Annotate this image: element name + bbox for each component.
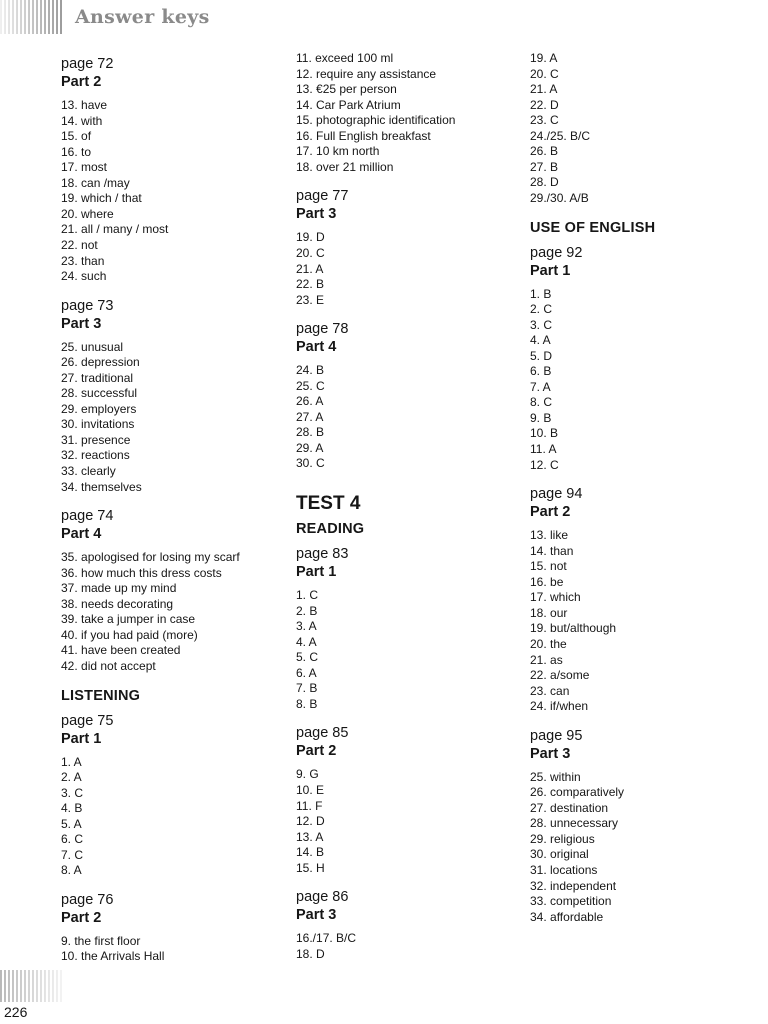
answer-item: 17. most: [61, 160, 108, 175]
answer-item: 18. over 21 million: [296, 159, 394, 174]
answer-item: 9. the first floor: [61, 933, 141, 948]
answer-item: 19. D: [296, 230, 325, 245]
page-number: 226: [4, 1004, 28, 1020]
answer-item: 22. B: [296, 277, 325, 292]
part-heading: Part 2: [61, 909, 102, 926]
answer-item: 1. C: [296, 588, 319, 602]
answer-item: 25. within: [530, 769, 581, 784]
answer-item: 18. D: [296, 946, 325, 961]
answer-item: 32. independent: [530, 878, 617, 893]
page-reference: page 83: [296, 546, 349, 562]
answer-item: 34. affordable: [530, 909, 604, 924]
answer-item: 4. A: [296, 634, 317, 649]
answer-item: 19. A: [530, 51, 558, 65]
answer-item: 36. how much this dress costs: [61, 565, 222, 580]
answer-item: 3. C: [61, 785, 84, 800]
test-heading: TEST 4: [296, 493, 361, 514]
answer-item: 32. reactions: [61, 448, 130, 463]
answer-item: 15. of: [61, 129, 92, 144]
answer-item: 23. can: [530, 683, 570, 698]
answer-item: 11. A: [530, 442, 557, 456]
answer-item: 38. needs decorating: [61, 596, 174, 611]
answer-item: 21. all / many / most: [61, 222, 169, 237]
answer-item: 5. A: [61, 816, 82, 831]
answer-item: 30. C: [296, 456, 325, 471]
answer-item: 22. a/some: [530, 668, 590, 683]
part-heading: Part 1: [296, 564, 337, 580]
answer-item: 13. like: [530, 528, 569, 543]
answer-item: 37. made up my mind: [61, 581, 177, 596]
answer-item: 18. can /may: [61, 175, 130, 190]
answer-item: 26. depression: [61, 355, 140, 370]
answer-item: 29. religious: [530, 831, 595, 846]
answer-item: 28. unnecessary: [530, 816, 619, 831]
answer-item: 31. locations: [530, 863, 598, 877]
answer-item: 22. D: [530, 97, 559, 112]
answer-item: 4. A: [530, 333, 551, 348]
page-reference: page 74: [61, 508, 114, 525]
part-heading: Part 2: [296, 743, 337, 760]
part-heading: Part 2: [61, 74, 102, 90]
answer-item: 28. B: [296, 425, 325, 440]
part-heading: Part 3: [296, 206, 337, 223]
answer-item: 27. traditional: [61, 370, 134, 385]
part-heading: Part 4: [61, 526, 102, 543]
answer-item: 5. D: [530, 348, 553, 363]
page-reference: page 94: [530, 486, 583, 503]
answer-item: 17. 10 km north: [296, 144, 380, 159]
answer-item: 11. exceed 100 ml: [296, 51, 394, 65]
answer-item: 14. than: [530, 543, 574, 558]
page-reference: page 77: [296, 188, 349, 205]
answer-item: 26. comparatively: [530, 785, 625, 800]
page-reference: page 73: [61, 297, 114, 314]
part-heading: Part 1: [61, 730, 102, 747]
answer-item: 6. B: [530, 364, 552, 379]
answer-item: 24. B: [296, 363, 325, 378]
answer-item: 8. B: [296, 696, 318, 711]
answer-item: 24. such: [61, 269, 107, 284]
answer-item: 3. A: [296, 619, 317, 634]
answer-item: 6. A: [296, 665, 317, 680]
answer-item: 17. which: [530, 590, 581, 605]
answer-item: 34. themselves: [61, 479, 142, 494]
answer-item: 19. but/although: [530, 621, 617, 636]
answer-item: 4. B: [61, 801, 83, 816]
answer-item: 16. Full English breakfast: [296, 128, 431, 143]
part-heading: Part 3: [61, 315, 102, 332]
answer-item: 23. than: [61, 253, 105, 268]
answer-item: 27. B: [530, 159, 559, 174]
answer-item: 40. if you had paid (more): [61, 627, 198, 642]
part-heading: Part 1: [530, 262, 571, 279]
answer-item: 3. C: [530, 317, 553, 332]
page-reference: page 95: [530, 727, 583, 744]
answer-item: 14. B: [296, 845, 325, 860]
page-reference: page 86: [296, 889, 349, 906]
answer-item: 12. require any assistance: [296, 66, 437, 81]
page-reference: page 85: [296, 725, 349, 742]
answer-item: 10. the Arrivals Hall: [61, 949, 165, 964]
answer-item: 35. apologised for losing my scarf: [61, 550, 240, 565]
answer-item: 12. D: [296, 814, 325, 829]
answer-item: 15. photographic identification: [296, 113, 456, 128]
answer-item: 27. destination: [530, 800, 609, 815]
part-heading: Part 4: [296, 339, 337, 356]
answer-item: 21. A: [296, 261, 324, 276]
page-reference: page 75: [61, 712, 114, 729]
answer-item: 29./30. A/B: [530, 190, 589, 205]
page-reference: page 72: [61, 56, 114, 72]
answer-item: 20. C: [530, 66, 559, 81]
page-reference: page 76: [61, 891, 114, 908]
answer-item: 11. F: [296, 798, 323, 813]
answer-item: 9. G: [296, 767, 319, 782]
answer-item: 6. C: [61, 832, 84, 847]
answer-item: 1. A: [61, 754, 82, 769]
footer-stripe-decoration: [0, 970, 64, 1002]
answer-item: 29. A: [296, 440, 324, 455]
page-reference: page 78: [296, 321, 349, 338]
answer-item: 25. unusual: [61, 339, 124, 354]
answer-item: 26. B: [530, 144, 559, 159]
answer-item: 12. C: [530, 457, 559, 472]
answer-item: 23. E: [296, 292, 325, 307]
answer-item: 30. original: [530, 847, 589, 862]
answer-item: 13. €25 per person: [296, 82, 397, 97]
answer-item: 7. A: [530, 379, 551, 394]
answer-item: 9. B: [530, 410, 552, 425]
answer-item: 16. be: [530, 574, 564, 589]
answer-item: 2. B: [296, 603, 318, 618]
part-heading: Part 2: [530, 504, 571, 521]
answer-item: 30. invitations: [61, 417, 135, 432]
answer-item: 29. employers: [61, 401, 137, 416]
answer-item: 16. to: [61, 144, 92, 159]
answer-item: 33. competition: [530, 894, 612, 909]
answer-item: 14. Car Park Atrium: [296, 97, 401, 112]
answer-item: 2. C: [530, 302, 553, 317]
section-heading: LISTENING: [61, 687, 141, 704]
answer-item: 16./17. B/C: [296, 931, 357, 946]
answer-item: 15. H: [296, 860, 325, 875]
answer-item: 20. the: [530, 636, 567, 651]
answer-item: 22. not: [61, 237, 98, 252]
answer-item: 7. C: [61, 847, 84, 862]
page-reference: page 92: [530, 244, 583, 261]
answer-item: 21. A: [530, 82, 558, 97]
answer-item: 10. B: [530, 426, 559, 441]
answer-item: 10. E: [296, 782, 325, 797]
answer-item: 1. B: [530, 286, 552, 301]
answer-item: 42. did not accept: [61, 658, 156, 673]
answer-item: 27. A: [296, 409, 324, 424]
answer-item: 24. if/when: [530, 699, 589, 714]
answer-item: 2. A: [61, 770, 82, 785]
section-heading: USE OF ENGLISH: [530, 219, 656, 236]
answer-item: 33. clearly: [61, 464, 116, 478]
answer-item: 21. as: [530, 652, 563, 667]
page-header: [0, 0, 300, 34]
answer-item: 15. not: [530, 559, 567, 574]
answer-item: 13. A: [296, 829, 324, 844]
answer-item: 13. have: [61, 98, 108, 112]
answer-item: 28. D: [530, 175, 559, 190]
answer-item: 20. where: [61, 206, 114, 221]
answer-item: 24./25. B/C: [530, 128, 591, 143]
answer-item: 25. C: [296, 378, 325, 393]
answer-item: 8. A: [61, 863, 82, 878]
answer-item: 7. B: [296, 681, 318, 696]
answer-item: 41. have been created: [61, 643, 181, 658]
answer-item: 39. take a jumper in case: [61, 612, 196, 627]
header-title: Answer keys: [75, 6, 210, 28]
answer-item: 31. presence: [61, 432, 131, 447]
answer-item: 8. C: [530, 395, 553, 410]
answer-item: 26. A: [296, 394, 324, 409]
part-heading: Part 3: [296, 907, 337, 924]
answer-item: 19. which / that: [61, 191, 142, 206]
answer-item: 20. C: [296, 245, 325, 260]
answer-item: 14. with: [61, 113, 103, 128]
header-stripe-decoration: [0, 0, 64, 34]
answer-item: 28. successful: [61, 386, 138, 401]
part-heading: Part 3: [530, 745, 571, 762]
answer-item: 5. C: [296, 650, 319, 665]
answer-item: 18. our: [530, 605, 568, 620]
answer-item: 23. C: [530, 113, 559, 128]
section-heading: READING: [296, 521, 365, 537]
